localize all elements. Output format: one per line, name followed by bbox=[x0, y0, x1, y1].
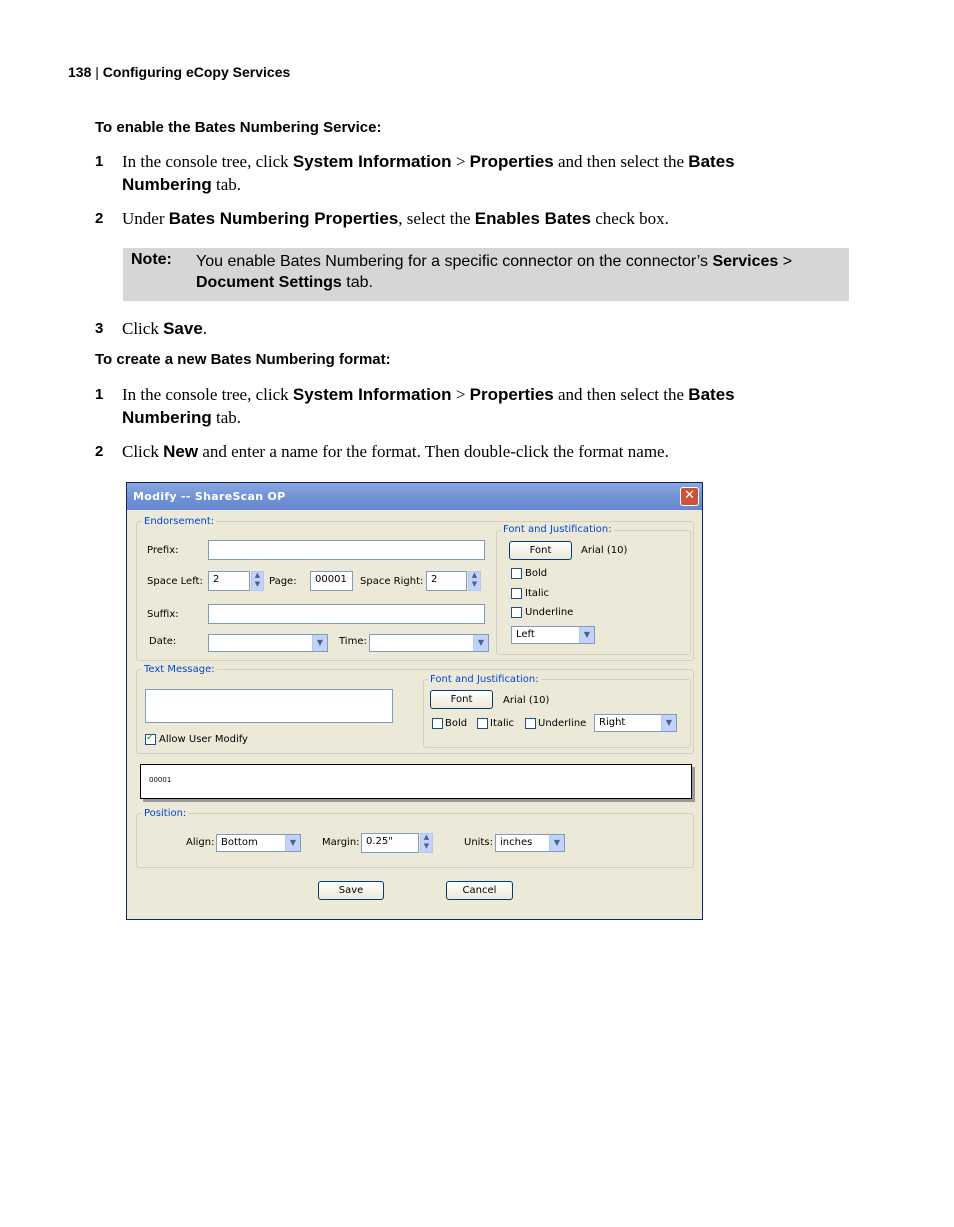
modify-dialog bbox=[126, 482, 703, 920]
chevron-down-icon[interactable]: ▼ bbox=[473, 635, 488, 651]
allow-user-modify-checkbox[interactable] bbox=[145, 734, 156, 745]
close-icon[interactable]: ✕ bbox=[680, 487, 699, 506]
text-message-label: Text Message: bbox=[144, 664, 215, 675]
text-message-bold-label: Bold bbox=[445, 718, 468, 729]
prefix-label: Prefix: bbox=[147, 545, 179, 556]
margin-label: Margin: bbox=[322, 837, 360, 848]
endorsement-underline-label: Underline bbox=[525, 607, 574, 618]
chevron-down-icon[interactable]: ▼ bbox=[661, 715, 676, 731]
note-label: Note: bbox=[131, 251, 172, 268]
chevron-down-icon[interactable]: ▼ bbox=[312, 635, 327, 651]
suffix-input[interactable] bbox=[208, 604, 485, 624]
date-select[interactable] bbox=[208, 634, 328, 652]
spin-down-icon[interactable]: ▼ bbox=[254, 580, 261, 588]
dialog-title: Modify -- ShareScan OP bbox=[133, 490, 286, 503]
time-label: Time: bbox=[339, 636, 367, 647]
chevron-down-icon[interactable]: ▼ bbox=[285, 835, 300, 851]
step-number: 2 bbox=[95, 210, 104, 227]
step-text: Click Save. bbox=[122, 319, 208, 338]
page-number: 138 bbox=[68, 64, 92, 80]
page-input[interactable]: 00001 bbox=[310, 571, 353, 591]
text-message-italic-label: Italic bbox=[490, 718, 515, 729]
note-box bbox=[123, 248, 849, 301]
margin-input[interactable]: 0.25" bbox=[361, 833, 419, 853]
space-right-spinner[interactable] bbox=[468, 571, 481, 591]
endorsement-underline-checkbox[interactable] bbox=[511, 607, 522, 618]
spin-down-icon[interactable]: ▼ bbox=[471, 580, 478, 588]
text-message-bold-checkbox[interactable] bbox=[432, 718, 443, 729]
units-select[interactable]: inches ▼ bbox=[495, 834, 565, 852]
section2-heading: To create a new Bates Numbering format: bbox=[95, 351, 391, 368]
step-number: 1 bbox=[95, 153, 104, 170]
section1-heading: To enable the Bates Numbering Service: bbox=[95, 119, 382, 136]
space-left-spinner[interactable] bbox=[251, 571, 264, 591]
allow-user-modify-label: Allow User Modify bbox=[159, 734, 248, 745]
endorsement-italic-label: Italic bbox=[525, 588, 550, 599]
text-message-font-value: Arial (10) bbox=[503, 695, 550, 706]
space-left-label: Space Left: bbox=[147, 576, 203, 587]
header-separator: | bbox=[95, 64, 99, 80]
text-message-justification-select[interactable]: Right ▼ bbox=[594, 714, 677, 732]
endorsement-font-value: Arial (10) bbox=[581, 545, 628, 556]
time-select[interactable] bbox=[369, 634, 489, 652]
endorsement-font-button[interactable]: Font bbox=[509, 541, 572, 560]
endorsement-label: Endorsement: bbox=[144, 516, 215, 527]
align-label: Align: bbox=[186, 837, 215, 848]
endorsement-preview: 00001 bbox=[140, 764, 692, 799]
chevron-down-icon[interactable]: ▼ bbox=[579, 627, 594, 643]
space-right-label: Space Right: bbox=[360, 576, 424, 587]
text-message-font-button[interactable]: Font bbox=[430, 690, 493, 709]
spin-down-icon[interactable]: ▼ bbox=[423, 842, 430, 850]
endorsement-font-label: Font and Justification: bbox=[503, 524, 612, 535]
space-left-input[interactable]: 2 bbox=[208, 571, 250, 591]
endorsement-bold-label: Bold bbox=[525, 568, 548, 579]
step-number: 3 bbox=[95, 320, 104, 337]
prefix-input[interactable] bbox=[208, 540, 485, 560]
note-text: You enable Bates Numbering for a specific connector on the connector’s Services > Document Settings tab. bbox=[196, 253, 793, 291]
dialog-titlebar bbox=[127, 483, 702, 510]
text-message-underline-checkbox[interactable] bbox=[525, 718, 536, 729]
text-message-font-label: Font and Justification: bbox=[430, 674, 539, 685]
cancel-button[interactable]: Cancel bbox=[446, 881, 513, 900]
step-text: Click New and enter a name for the format. Then double-click the format name. bbox=[122, 442, 669, 461]
space-right-input[interactable]: 2 bbox=[426, 571, 467, 591]
step-text: In the console tree, click System Information > Properties and then select the Bates Numbering tab. bbox=[122, 385, 735, 427]
date-label: Date: bbox=[149, 636, 177, 647]
step-number: 2 bbox=[95, 443, 104, 460]
endorsement-justification-select[interactable]: Left ▼ bbox=[511, 626, 595, 644]
step-text: In the console tree, click System Information > Properties and then select the Bates Numbering tab. bbox=[122, 152, 735, 194]
align-select[interactable]: Bottom ▼ bbox=[216, 834, 301, 852]
endorsement-italic-checkbox[interactable] bbox=[511, 588, 522, 599]
text-message-input[interactable] bbox=[145, 689, 393, 723]
step-number: 1 bbox=[95, 386, 104, 403]
spin-up-icon[interactable]: ▲ bbox=[423, 833, 430, 841]
save-button[interactable]: Save bbox=[318, 881, 384, 900]
spin-up-icon[interactable]: ▲ bbox=[254, 571, 261, 579]
units-label: Units: bbox=[464, 837, 493, 848]
chevron-down-icon[interactable]: ▼ bbox=[549, 835, 564, 851]
text-message-italic-checkbox[interactable] bbox=[477, 718, 488, 729]
page-header bbox=[68, 64, 290, 80]
endorsement-bold-checkbox[interactable] bbox=[511, 568, 522, 579]
section-title: Configuring eCopy Services bbox=[102, 64, 291, 80]
text-message-underline-label: Underline bbox=[538, 718, 587, 729]
spin-up-icon[interactable]: ▲ bbox=[471, 571, 478, 579]
suffix-label: Suffix: bbox=[147, 609, 179, 620]
margin-spinner[interactable] bbox=[420, 833, 433, 853]
page-label: Page: bbox=[269, 576, 297, 587]
step-text: Under Bates Numbering Properties, select the Enables Bates check box. bbox=[122, 209, 669, 228]
position-label: Position: bbox=[144, 808, 187, 819]
